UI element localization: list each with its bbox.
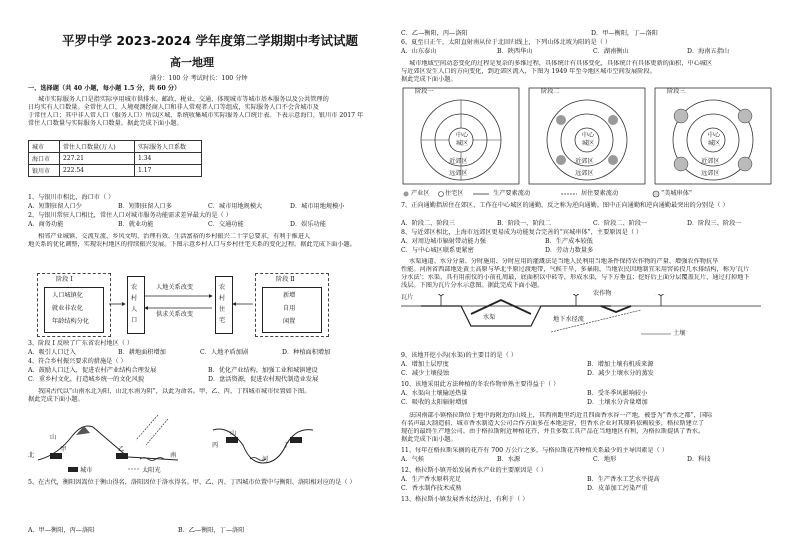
q3-option-c: C．人地矛盾加剧 [200,349,249,356]
q4-option-b: B．优化产业结构，加强工业和城镇建设 [208,367,318,374]
label-ding: 丁 [283,442,290,449]
label-bing: 丙 [212,442,219,449]
q1-stem: 1、与银川市相比，海口市（ ） [28,194,115,201]
stage2-item: 闲置 [283,318,296,325]
q13-stem: 13、格拉斯小镇发展香水经济过，有利于（ ） [401,496,529,503]
q5-option-b: B．乙—衡阳，丁—洛阳 [178,527,245,534]
core-label: 中心城区 [455,132,469,147]
stage1-label: 阶段 Ⅰ [56,276,73,283]
table-cell: 银川市 [29,165,60,177]
table-cell: 227.21 [60,153,135,165]
stage-label: 阶段二 [541,88,560,95]
far-label: 远郊区 [575,170,594,177]
arrow-label-bottom: 供求关系改变 [156,311,194,318]
q11-option-b: B．水源 [497,456,521,463]
legend-industry: 产业区 [411,190,430,197]
core-label: 中心城区 [707,132,721,147]
q9-stem: 9、该地开挖小沟(水渠)的主要目的是（ ） [401,352,517,359]
q12-option-d: D．皮革加工污染严重 [587,485,648,492]
label-shan-left: 山 [50,434,57,441]
q5-option-a: A．甲—衡阳，丙—洛阳 [28,527,95,534]
q1-option-a: A．短期驻留人口少 [28,203,82,210]
passage5-line: 性能。河南省西部地处黄土高原与华北平原过渡地带，气候干旱，多暴雨，当地农民因地制宜采用窖砖投几水排结构，称为‘瓦片 [401,266,750,273]
tile-channel-diagram [401,294,791,350]
legend-residential: 住宅区 [445,190,464,197]
q8-stem: 8、与近郊区相比，上海市远郊区更易成为功能复合完善的“宾城串体”，主要原因是（ ） [401,229,643,236]
intro-line: 日均实有人口数量。全常住人口、人境观测经商人口和非人常观者人口等组成，实际服务人口不会含城市及 [28,104,319,111]
near-label: 近郊区 [701,158,720,165]
q2-option-d: D．娱乐功能 [290,221,326,228]
right-column [397,0,794,549]
q7-option-a: A．阶段二、阶段三 [401,220,455,227]
label-channel: 水渠 [483,314,496,321]
q1-option-c: C．城市用地规模大 [208,203,263,210]
stage1-item: 年龄结构分化 [52,318,90,325]
q2-option-a: A．商务功能 [28,221,64,228]
stage2-label: 阶段 Ⅱ [276,276,295,283]
passage5-line: 浅层。下图为瓦片分水示意图。据此完成下面小题。 [401,282,544,289]
stage-label: 阶段三 [667,88,686,95]
table-cell: 1.34 [135,153,202,165]
passage6-line: 据此完成下面小题。 [401,436,457,443]
q3-stem: 3、阶段 Ⅰ 反映了广东省农村地区（ ） [28,340,134,347]
q5-option-c: C．乙—衡阳，丙—洛阳 [401,30,468,37]
q6-option-c: C．湖南衡山 [593,48,629,55]
q6-stem: 6、夏至日正午，太阳直射南从位于北回归线上，下列山体北坡为阳的是（ ） [401,39,612,46]
table-header: 城市 [29,141,60,153]
label-soil: 土壤 [673,330,686,337]
q11-stem: 11、每年在格拉斯采摘的花卉有 700 万公斤之多，与格拉斯花卉种植关系最少的主导因素是（ ） [401,447,668,454]
passage2-line: 相邻产业城镇、交流互流、乡风文明、治理有效、生活富裕的乡村振兴二十字总要求，有利于推进人 [38,233,311,240]
q8-option-b: B．生产成本较低 [545,238,593,245]
q3-option-b: B．耕地面积增加 [118,349,166,356]
q4-option-a: A．鼓励人口迁入，促进农村产业结构合理发展 [28,367,157,374]
q12-stem: 12、格拉斯小镇开始发展香水产业的主要原因是（ ） [401,467,547,474]
label-nan: 南 [170,452,177,459]
label-river: 河 [262,456,269,463]
near-label: 近郊区 [449,158,468,165]
q10-option-d: D．土壤水分含量增加 [587,399,648,406]
passage6-line: 现在的最终生产地公司。由于格拉斯附近种植花卉，并且多数工具产品在当地地区有利，为格拉斯提供了香水。 [401,428,705,435]
passage3-line: 我国古代以“山南水北为阳，山北水南为阴”，以此为命名。甲、乙、丙、丁四城市城市位置如下图。 [38,388,311,395]
q6-option-d: D．海南五指山 [687,48,730,55]
legend-cluster: “美城串体” [661,190,693,197]
table-header: 实际服务人口系数 [135,141,202,153]
near-label: 近郊区 [575,158,594,165]
label-jia: 甲 [60,446,67,453]
q8-option-a: A．对周边城市辐射带动能力强 [401,238,486,245]
exam-info: 满分：100 分 考试时长：100 分钟 [150,75,248,82]
q11-option-c: C．地形 [593,456,617,463]
stage-label: 阶段一 [415,88,434,95]
q11-option-d: D．科技 [687,456,711,463]
arrow-label-top: 人地关系改变 [156,284,194,291]
far-label: 远郊区 [701,170,720,177]
table-header: 常住人口数量(万人) [60,141,135,153]
intro-line: 城市实际服务人口是指实际享用城市供排水、邮政、税业、交通、体现城市等城市基本服务以及公共管理的 [38,96,329,103]
label-north: 北 [28,452,35,459]
passage4-line: 与近郊区发生人口的方向变化，到近郊区流入，下图为 1949 年至今地区城市空间发展阶段。 [401,68,656,75]
rural-pop-label: 农村人口 [131,284,138,324]
stage1-item: 人口城镇化 [52,292,83,299]
passage4-line: 据此完成下面小题。 [401,76,457,83]
legend-city: 城市 [80,467,93,474]
q1-option-d: D．城市用地规模小 [290,203,345,210]
q7-stem: 7、正向通勤指居住在郊区、工作在中心城区的通勤，反之称为逆向通勤。图中正向通勤和逆向通勤最突出的分别是（ ） [401,202,729,209]
exam-title: 平罗中学 2023-2024 学年度第二学期期中考试试题 [62,33,358,48]
q4-option-c: C．重乡村文化，打造城乡统一的文化风貌 [28,376,145,383]
label-tile: 瓦片 [401,294,414,301]
q11-option-a: A．气候 [401,456,425,463]
passage5-line: 水渠通道、水分分量、分时施用、分时应用的灌溉法是当地人民利用当地条件保持农作物的产量、增强农作物抗旱 [409,258,719,265]
stage2-item: 自用 [283,305,296,312]
passage4-line: 城市地域空间动态变化的过程是复杂的多维过程，具体统计有具体变化，具体统计有具体更新的面积，中心城区 [409,60,713,67]
label-shan-right: 山 [230,430,237,437]
q10-option-a: A．水渠向土壤输送热量 [401,390,468,397]
q6-option-a: A．山东泰山 [401,48,437,55]
rural-house-label: 农村住宅 [219,284,226,324]
stage2-item: 新增 [283,292,296,299]
legend-sun: 太阳光 [142,467,161,474]
q10-option-c: C．吸收的太阳辐射增加 [401,399,468,406]
legend-production-flow: 生产要素流动 [493,190,531,197]
core-label: 中心城区 [581,132,595,147]
q7-option-d: D．阶段三、阶段一 [687,220,742,227]
q2-option-c: C．交通功能 [208,221,244,228]
q9-option-d: D．减少土壤水分的蒸发 [587,370,654,377]
q5-option-d: D．甲—衡阳，丁—洛阳 [591,30,658,37]
intro-line: 于常住人口；其中非人常人口（服务人口）所以区城、系统收集城市实际服务人口统计表。下表示意海口、银川市 2017 年 [28,112,364,119]
passage2-line: 地关系的优化调整，实现农村地区的持续振兴发展。下图示意乡村人口与乡村住宅关系的变化过程。据此完成下面小题。 [28,241,356,248]
mountain-river-diagram [28,405,368,475]
q9-option-a: A．增加土层厚度 [401,361,449,368]
q3-option-d: D．种植面积增加 [282,349,331,356]
section-heading: 一、选择题（共 40 小题，每小题 1.5 分，共 60 分） [28,85,181,92]
table-cell: 1.17 [135,165,202,177]
q6-option-b: B．陕西华山 [497,48,533,55]
q1-option-b: B．短期驻留人口多 [118,203,173,210]
table-cell: 海口市 [29,153,60,165]
q2-stem: 2、与银川常驻人口相比，常住人口对城市服务功能需求差异最大的是（ ） [28,212,232,219]
q2-option-b: B．就业功能 [118,221,154,228]
q12-option-b: B．生产香水工艺水平提高 [587,476,660,483]
q8-option-d: D．劳动力数量多 [545,247,594,254]
label-seep: 地下水径流 [553,316,584,323]
stage1-item: 就业非农化 [52,305,83,312]
passage5-line: 分水法’；水渠，具有用前仪的小前孔周最，底面积以中砖等，形成水渠，与下方垂直；挖好后上面分层覆盖瓦片，通过打掉地下 [401,274,750,281]
intro-line: 常住人口数量与实际服务人口数量。据此完成下面小题。 [28,120,183,127]
q10-stem: 10、该地采用此方法种植的冬农作物单熟主要得益于（ ） [401,381,560,388]
exam-subject: 高一地理 [170,56,214,69]
passage3-line: 据此完成下面小题。 [28,396,84,403]
q4-option-d: D．盘活资源，促进农村现代制造业发展 [208,376,319,383]
q9-option-b: B．增加土壤有机质来源 [587,361,654,368]
q7-option-b: B．阶段一、阶段二 [497,220,552,227]
q9-option-c: C．减少土壤侵蚀 [401,370,450,377]
q4-stem: 4、符合乡村振兴要求的措施是（ ） [28,358,127,365]
q12-option-a: A．生产香水原料充足 [401,476,462,483]
q8-option-c: C．与中心城区联系更紧密 [401,247,474,254]
passage6-line: 有名声最大制造前、城市香水制造大公司合作方面多在本地运营，但香水企业对其原料依赖较多，格拉斯建立了 [401,420,705,427]
q5-stem: 5、在古代，衡阳因嵩位于衡山得名，洛阳因位于洛水得名。甲、乙、丙、丁四城市位置中与衡阳、洛阳相对应的是（ ） [28,479,356,486]
legend-living-flow: 居住要素流动 [581,190,619,197]
q3-option-a: A．吸引人口迁入 [28,349,76,356]
q12-option-c: C．香水制作技术成熟 [401,485,462,492]
q7-option-c: C．阶段二、阶段一 [593,220,648,227]
label-yi: 乙 [118,446,125,453]
passage6-line: 法国南部小镇格拉斯位于地中海附近的山坡上，其西南距里约近且四面香水谷一产地，被誉为“香水之都”，国际 [409,412,713,419]
table-cell: 222.54 [60,165,135,177]
far-label: 远郊区 [449,170,468,177]
label-crop: 农作物 [593,290,612,297]
q10-option-b: B．受冬季风影响较小 [587,390,648,397]
